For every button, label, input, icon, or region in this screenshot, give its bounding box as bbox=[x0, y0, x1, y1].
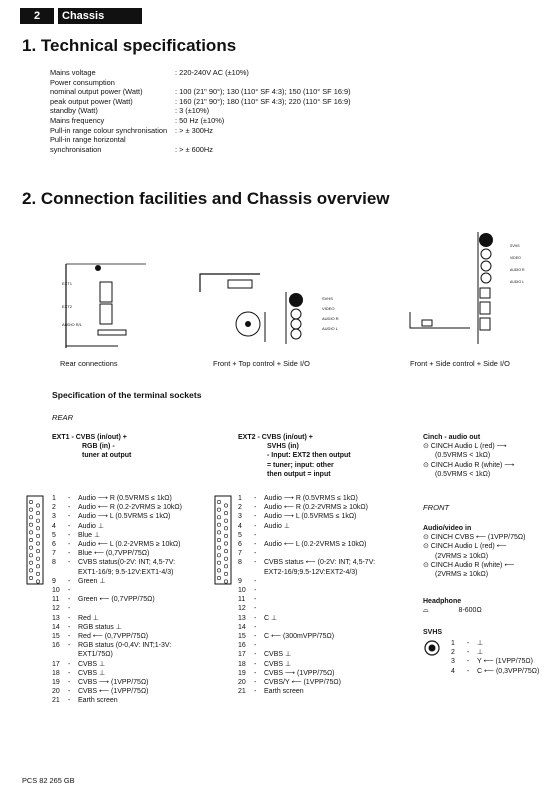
tech-spec-table bbox=[50, 68, 470, 154]
pin-dash: - bbox=[68, 605, 71, 613]
pin-number: 21 bbox=[238, 688, 246, 696]
pin-row bbox=[52, 512, 182, 521]
spec-row bbox=[50, 78, 470, 88]
pin-number: 16 bbox=[52, 642, 60, 650]
pin-description: Audio ⟶ L (0.5VRMS ≤ 1kΩ) bbox=[264, 513, 357, 521]
pin-number: 3 bbox=[52, 513, 56, 521]
av-line4: ⊙ CINCH Audio R (white) ⟵ bbox=[423, 561, 515, 569]
pin-row bbox=[52, 632, 182, 641]
spec-label: standby (Watt) bbox=[50, 106, 98, 116]
pin-row bbox=[238, 595, 375, 604]
pin-description: EXT1-16/9; 9.5-12V:EXT1-4/3) bbox=[78, 568, 174, 576]
pin-number: 14 bbox=[52, 623, 60, 631]
pin-dash: - bbox=[68, 550, 71, 558]
spec-label: Mains frequency bbox=[50, 115, 105, 125]
pin-number bbox=[238, 568, 254, 577]
ext1-line3: tuner at output bbox=[82, 452, 132, 460]
pin-description: CVBS ⊥ bbox=[78, 669, 106, 677]
chassis-title-badge: Chassis MD1.2E bbox=[58, 8, 142, 24]
spec-row bbox=[50, 106, 470, 116]
pin-description: RGB status (0-0,4V: INT;1-3V: bbox=[78, 642, 172, 650]
pin-description: CVBS ⊥ bbox=[78, 660, 106, 668]
pin-dash: - bbox=[254, 559, 257, 567]
pin-dash: - bbox=[68, 697, 71, 705]
pin-dash: - bbox=[68, 495, 71, 502]
pin-row bbox=[52, 678, 182, 687]
pin-description: Audio ⊥ bbox=[78, 522, 104, 530]
cinch-line3: ⊙ CINCH Audio R (white) ⟶ bbox=[423, 461, 515, 469]
pin-row bbox=[451, 639, 539, 648]
pin-description: Audio ⟵ R (0.2-2VRMS ≥ 10kΩ) bbox=[264, 504, 368, 512]
spec-row bbox=[50, 87, 470, 97]
pin-number: 15 bbox=[52, 633, 60, 641]
pin-dash: - bbox=[254, 651, 257, 659]
side-io-labels bbox=[322, 294, 339, 334]
pin-number: 14 bbox=[238, 623, 246, 631]
pin-number: 7 bbox=[52, 550, 56, 558]
ext1-header bbox=[52, 433, 131, 461]
pin-number: 1 bbox=[238, 495, 242, 502]
pin-row bbox=[52, 650, 182, 659]
pin-row bbox=[52, 669, 182, 678]
cinch-audio-out bbox=[423, 433, 514, 479]
pin-dash: - bbox=[68, 623, 71, 631]
pin-row bbox=[52, 660, 182, 669]
page-number-badge: 2 bbox=[20, 8, 54, 24]
cinch-title: Cinch - audio out bbox=[423, 434, 481, 441]
pin-description: C ⊥ bbox=[264, 614, 278, 622]
pin-row bbox=[238, 540, 375, 549]
pin-dash: - bbox=[68, 633, 71, 641]
pin-row bbox=[238, 641, 375, 650]
pin-description: Audio ⟵ L (0.2-2VRMS ≥ 10kΩ) bbox=[264, 541, 367, 549]
pin-description: Audio ⟵ R (0.2-2VRMS ≥ 10kΩ) bbox=[78, 504, 182, 512]
av-line3: (2VRMS ≥ 10kΩ) bbox=[435, 552, 489, 560]
spec-value: : 3 (±10%) bbox=[175, 106, 210, 116]
spec-label: Pull-in range colour synchronisation bbox=[50, 125, 168, 135]
pin-number: 6 bbox=[238, 541, 242, 549]
pin-number: 2 bbox=[451, 649, 455, 657]
pin-description: Blue ⟵ (0,7VPP/75Ω) bbox=[78, 550, 150, 558]
side-label-audio-l: AUDIO L bbox=[322, 326, 339, 331]
pin-number: 17 bbox=[52, 660, 60, 668]
spec-value: : > ± 300Hz bbox=[175, 125, 213, 135]
pin-dash: - bbox=[467, 667, 470, 675]
pin-description: CVBS/Y ⟵ (1VPP/75Ω) bbox=[264, 679, 341, 687]
pin-number: 5 bbox=[52, 531, 56, 539]
pin-dash: - bbox=[68, 577, 71, 585]
small-label-video: VIDEO bbox=[510, 256, 521, 260]
pin-dash: - bbox=[254, 623, 257, 631]
pin-number: 8 bbox=[52, 559, 56, 567]
rear-heading: REAR bbox=[52, 413, 74, 422]
rear-label-audio: AUDIO R/L bbox=[62, 322, 83, 327]
pin-dash: - bbox=[254, 522, 257, 530]
pin-number: 21 bbox=[52, 697, 60, 705]
pin-dash: - bbox=[68, 522, 71, 530]
pin-dash: - bbox=[68, 679, 71, 687]
pin-dash: - bbox=[254, 688, 257, 696]
pin-number: 13 bbox=[238, 614, 246, 622]
ext1-title: EXT1 - CVBS (in/out) + bbox=[52, 434, 127, 441]
pin-description: Red ⊥ bbox=[78, 614, 99, 622]
pin-row bbox=[238, 503, 375, 512]
terminal-spec-title: Specification of the terminal sockets bbox=[52, 390, 202, 400]
pin-row bbox=[52, 503, 182, 512]
pin-row bbox=[52, 604, 182, 613]
pin-row bbox=[238, 604, 375, 613]
pin-dash: - bbox=[254, 660, 257, 668]
pin-description: Earth screen bbox=[264, 688, 304, 696]
pin-description: Audio ⟶ L (0.5VRMS ≤ 1kΩ) bbox=[78, 513, 171, 521]
pin-number: 18 bbox=[52, 669, 60, 677]
pin-dash: - bbox=[68, 614, 71, 622]
pin-number: 19 bbox=[238, 669, 246, 677]
spec-label: peak output power (Watt) bbox=[50, 96, 133, 106]
spec-label: synchronisation bbox=[50, 144, 102, 154]
pin-description: CVBS status(0-2V: INT; 4,5-7V: bbox=[78, 559, 176, 567]
pin-number: 13 bbox=[52, 614, 60, 622]
pin-row bbox=[52, 568, 182, 577]
pin-dash: - bbox=[254, 495, 257, 502]
ext2-line3: - Input: EXT2 then output bbox=[267, 452, 351, 460]
pin-number: 18 bbox=[238, 660, 246, 668]
pin-dash: - bbox=[467, 649, 470, 657]
pin-row bbox=[52, 494, 182, 503]
ext1-pin-list bbox=[52, 494, 182, 706]
pin-row bbox=[52, 540, 182, 549]
pin-number: 10 bbox=[238, 587, 246, 595]
svhs-title: SVHS bbox=[423, 629, 443, 636]
spec-value: : 160 (21" 90°); 180 (110° SF 4:3); 220 (110° SF 16:9) bbox=[175, 96, 351, 106]
audio-video-in bbox=[423, 524, 525, 579]
pin-dash: - bbox=[68, 531, 71, 539]
side-label-svhs: SVHS bbox=[322, 296, 333, 301]
pin-number: 3 bbox=[451, 658, 455, 666]
pin-number bbox=[52, 650, 68, 659]
pin-row bbox=[238, 531, 375, 540]
pin-dash: - bbox=[254, 531, 257, 539]
spec-value: : > ± 600Hz bbox=[175, 144, 213, 154]
pin-dash bbox=[68, 650, 78, 659]
pin-number: 15 bbox=[238, 633, 246, 641]
av-line2: ⊙ CINCH Audio L (red) ⟵ bbox=[423, 543, 507, 551]
pin-row bbox=[238, 687, 375, 696]
section2-title: 2. Connection facilities and Chassis overview bbox=[22, 189, 390, 208]
pin-dash: - bbox=[467, 640, 470, 647]
pin-description: Audio ⟶ R (0.5VRMS ≤ 1kΩ) bbox=[78, 495, 172, 502]
pin-number: 20 bbox=[52, 688, 60, 696]
pin-row bbox=[52, 687, 182, 696]
pin-dash: - bbox=[254, 587, 257, 595]
ext2-title: EXT2 - CVBS (in/out) + bbox=[238, 434, 313, 441]
spec-row bbox=[50, 97, 470, 107]
pin-number: 12 bbox=[238, 605, 246, 613]
pin-row bbox=[238, 660, 375, 669]
spec-value: : 100 (21" 90°); 130 (110° SF 4:3); 150 (110° SF 16:9) bbox=[175, 87, 351, 97]
spec-label: nominal output power (Watt) bbox=[50, 87, 143, 97]
pin-description: Earth screen bbox=[78, 697, 118, 705]
pin-number: 6 bbox=[52, 541, 56, 549]
pin-dash: - bbox=[68, 541, 71, 549]
spec-row bbox=[50, 145, 470, 155]
ext2-line2: SVHS (in) bbox=[267, 443, 299, 451]
pin-number: 17 bbox=[238, 651, 246, 659]
pin-row bbox=[52, 623, 182, 632]
pin-dash: - bbox=[68, 513, 71, 521]
pin-row bbox=[238, 512, 375, 521]
pin-dash: - bbox=[254, 504, 257, 512]
side-label-audio-r: AUDIO R bbox=[322, 316, 339, 321]
pin-row bbox=[52, 522, 182, 531]
pin-row bbox=[238, 678, 375, 687]
pin-description: Audio ⊥ bbox=[264, 522, 290, 530]
document-footer: PCS 82 265 GB bbox=[22, 776, 75, 785]
pin-description: Audio ⟵ L (0.2-2VRMS ≥ 10kΩ) bbox=[78, 541, 181, 549]
pin-dash: - bbox=[254, 513, 257, 521]
pin-number: 9 bbox=[52, 577, 56, 585]
ext1-line2: RGB (in) - bbox=[82, 443, 115, 451]
cinch-line4: (0.5VRMS < 1kΩ) bbox=[435, 470, 491, 478]
pin-row bbox=[52, 641, 182, 650]
pin-dash: - bbox=[254, 679, 257, 687]
pin-number: 9 bbox=[238, 577, 242, 585]
av-line1: ⊙ CINCH CVBS ⟵ (1VPP/75Ω) bbox=[423, 534, 526, 542]
svhs-block bbox=[423, 628, 442, 637]
pin-row bbox=[238, 577, 375, 586]
pin-number bbox=[52, 568, 68, 577]
spec-row bbox=[50, 135, 470, 145]
ext2-pin-list bbox=[238, 494, 375, 696]
cinch-line1: ⊙ CINCH Audio L (red) ⟶ bbox=[423, 443, 507, 451]
pin-dash: - bbox=[254, 541, 257, 549]
pin-row bbox=[238, 558, 375, 567]
pin-number: 1 bbox=[451, 640, 455, 647]
ext1-scart-icon bbox=[25, 494, 45, 586]
pin-number: 16 bbox=[238, 642, 246, 650]
pin-number: 4 bbox=[238, 522, 242, 530]
svhs-pin-list bbox=[451, 639, 539, 676]
pin-number: 11 bbox=[52, 596, 60, 604]
pin-row bbox=[52, 531, 182, 540]
pin-dash: - bbox=[68, 596, 71, 604]
pin-number: 10 bbox=[52, 587, 60, 595]
pin-dash: - bbox=[467, 658, 470, 666]
pin-description: CVBS ⟶ (1VPP/75Ω) bbox=[78, 679, 149, 687]
rear-caption: Rear connections bbox=[60, 359, 118, 368]
pin-dash bbox=[254, 568, 264, 577]
headphone-block bbox=[423, 597, 482, 615]
pin-number: 1 bbox=[52, 495, 56, 502]
spec-row bbox=[50, 68, 470, 78]
pin-description: C ⟵ (300mVPP/75Ω) bbox=[264, 633, 335, 641]
pin-description: EXT1/75Ω) bbox=[78, 651, 113, 659]
pin-dash: - bbox=[254, 642, 257, 650]
pin-description: Green ⊥ bbox=[78, 577, 106, 585]
section1-title: 1. Technical specifications bbox=[22, 36, 237, 55]
pin-dash: - bbox=[254, 669, 257, 677]
spec-value: : 220-240V AC (±10%) bbox=[175, 68, 249, 77]
pin-number: 7 bbox=[238, 550, 242, 558]
cinch-line2: (0.5VRMS < 1kΩ) bbox=[435, 452, 491, 460]
pin-row bbox=[52, 595, 182, 604]
pin-row bbox=[238, 623, 375, 632]
pin-row bbox=[238, 494, 375, 503]
pin-dash: - bbox=[68, 504, 71, 512]
headphone-impedance: 8-600Ω bbox=[458, 607, 482, 615]
pin-row bbox=[451, 657, 539, 666]
pin-row bbox=[238, 549, 375, 558]
rear-label-ext1: EXT1 bbox=[62, 281, 73, 286]
pin-row bbox=[238, 568, 375, 577]
pin-description: CVBS status ⟵ (0-2V: INT; 4,5-7V: bbox=[264, 559, 376, 567]
pin-description: RGB status ⊥ bbox=[78, 623, 122, 631]
pin-row bbox=[52, 558, 182, 567]
pin-description: Y ⟵ (1VPP/75Ω) bbox=[477, 658, 533, 666]
front-top-caption: Front + Top control + Side I/O bbox=[213, 359, 310, 368]
pin-dash: - bbox=[68, 642, 71, 650]
small-label-audio-r: AUDIO R bbox=[510, 268, 525, 272]
pin-description: CVBS ⊥ bbox=[264, 660, 292, 668]
pin-number: 3 bbox=[238, 513, 242, 521]
headphone-icon: ⌓ bbox=[423, 607, 429, 615]
av-title: Audio/video in bbox=[423, 525, 472, 532]
ext2-line5: then output = input bbox=[267, 470, 331, 478]
pin-description: CVBS ⟶ (1VPP/75Ω) bbox=[264, 669, 335, 677]
spec-row bbox=[50, 126, 470, 136]
pin-number: 4 bbox=[52, 522, 56, 530]
ext2-header bbox=[238, 433, 351, 479]
pin-row bbox=[52, 614, 182, 623]
pin-number: 4 bbox=[451, 667, 455, 675]
pin-dash: - bbox=[254, 596, 257, 604]
pin-dash: - bbox=[68, 688, 71, 696]
pin-dash: - bbox=[68, 669, 71, 677]
small-label-audio-l: AUDIO L bbox=[510, 280, 525, 284]
rear-label-ext2: EXT2 bbox=[62, 304, 73, 309]
pin-row bbox=[238, 614, 375, 623]
small-io-labels bbox=[510, 240, 525, 288]
pin-description: C ⟵ (0,3VPP/75Ω) bbox=[477, 667, 540, 675]
pin-number: 12 bbox=[52, 605, 60, 613]
spec-label: Mains voltage bbox=[50, 68, 96, 77]
pin-description: Blue ⊥ bbox=[78, 531, 101, 539]
pin-dash: - bbox=[68, 587, 71, 595]
pin-row bbox=[52, 577, 182, 586]
ext2-scart-icon bbox=[213, 494, 233, 586]
pin-row bbox=[238, 669, 375, 678]
pin-number: 19 bbox=[52, 679, 60, 687]
pin-description: ⊥ bbox=[477, 640, 484, 647]
spec-row bbox=[50, 116, 470, 126]
spec-label: Power consumption bbox=[50, 77, 115, 87]
pin-row bbox=[451, 648, 539, 657]
pin-description: Green ⟵ (0,7VPP/75Ω) bbox=[78, 596, 155, 604]
pin-dash: - bbox=[68, 660, 71, 668]
pin-number: 2 bbox=[52, 504, 56, 512]
pin-row bbox=[52, 549, 182, 558]
pin-description: CVBS ⟵ (1VPP/75Ω) bbox=[78, 688, 149, 696]
pin-number: 20 bbox=[238, 679, 246, 687]
pin-description: ⊥ bbox=[477, 649, 484, 657]
spec-value: : 50 Hz (±10%) bbox=[175, 115, 225, 125]
pin-dash: - bbox=[254, 605, 257, 613]
pin-dash bbox=[68, 568, 78, 577]
pin-row bbox=[52, 696, 182, 705]
pin-description: Audio ⟶ R (0.5VRMS ≤ 1kΩ) bbox=[264, 495, 358, 502]
pin-description: Red ⟵ (0,7VPP/75Ω) bbox=[78, 633, 149, 641]
headphone-title: Headphone bbox=[423, 598, 462, 605]
pin-dash: - bbox=[254, 577, 257, 585]
pin-dash: - bbox=[68, 559, 71, 567]
ext2-line4: = tuner; input: other bbox=[267, 461, 334, 469]
pin-number: 5 bbox=[238, 531, 242, 539]
av-line5: (2VRMS ≥ 10kΩ) bbox=[435, 571, 489, 579]
pin-number: 8 bbox=[238, 559, 242, 567]
pin-row bbox=[52, 586, 182, 595]
side-label-video: VIDEO bbox=[322, 306, 335, 311]
pin-number: 2 bbox=[238, 504, 242, 512]
pin-description: CVBS ⊥ bbox=[264, 651, 292, 659]
pin-description: EXT2-16/9;9.5-12V:EXT2-4/3) bbox=[264, 568, 358, 576]
spec-label: Pull-in range horizontal bbox=[50, 135, 126, 145]
pin-row bbox=[238, 650, 375, 659]
pin-row bbox=[238, 586, 375, 595]
svhs-connector-icon bbox=[424, 640, 440, 656]
pin-row bbox=[238, 522, 375, 531]
pin-row bbox=[238, 632, 375, 641]
pin-dash: - bbox=[254, 550, 257, 558]
pin-dash: - bbox=[254, 633, 257, 641]
pin-row bbox=[451, 667, 539, 676]
pin-number: 11 bbox=[238, 596, 246, 604]
small-label-svhs: SVHS bbox=[510, 244, 520, 248]
front-heading: FRONT bbox=[423, 503, 450, 512]
pin-dash: - bbox=[254, 614, 257, 622]
front-side-caption: Front + Side control + Side I/O bbox=[410, 359, 510, 368]
